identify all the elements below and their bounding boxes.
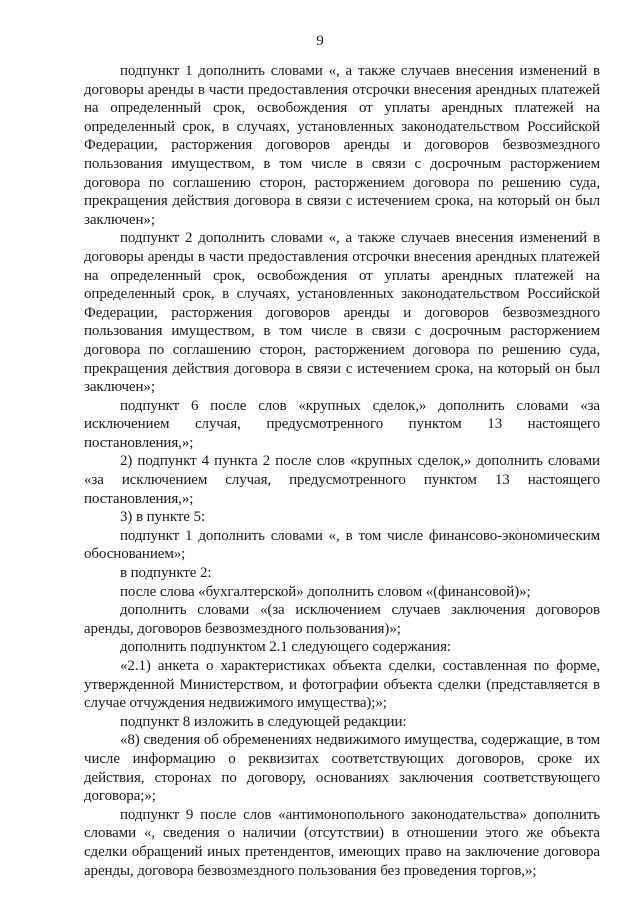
paragraph: «8) сведения об обременениях недвижимого имущества, содержащие, в том числе информацию о реквизитах соответствующих договоров, сроке их действия, сторонах по договору, основаниях заключения соответствующего договора;»; (84, 732, 600, 805)
paragraph: 3) в пункте 5: (120, 509, 205, 526)
document-body (84, 62, 600, 880)
paragraph: дополнить подпунктом 2.1 следующего содержания: (120, 639, 451, 656)
paragraph: подпункт 1 дополнить словами «, в том числе финансово-экономическим обоснованием»; (84, 527, 600, 563)
paragraph: «2.1) анкета о характеристиках объекта сделки, составленная по форме, утвержденной Министерством, и фотографии объекта сделки (представляется в случае отчуждения недвижимого имущества);»; (84, 658, 600, 712)
paragraph: в подпункте 2: (120, 565, 212, 582)
paragraph: подпункт 9 после слов «антимонопольного законодательства» дополнить словами «, сведения о наличии (отсутствии) в отношении этого же объекта сделки обращений иных претендентов, имеющих право на заключение договора аренды, договора безвозмездного пользования без проведения торгов,»; (84, 806, 600, 879)
paragraph: подпункт 6 после слов «крупных сделок,» дополнить словами «за исключением случая, предусмотренного пунктом 13 настоящего постановления,»; (84, 397, 600, 451)
paragraph: 2) подпункт 4 пункта 2 после слов «крупных сделок,» дополнить словами «за исключением случая, предусмотренного пунктом 13 настоящего постановления,»; (84, 453, 600, 507)
paragraph: подпункт 1 дополнить словами «, а также случаев внесения изменений в договоры аренды в части предоставления отсрочки внесения арендных платежей на определенный срок, освобождения от уплаты арендных платежей на определенный срок, в случаях, установленных законодательством Российской Федерации, расторжения договоров аренды и договоров безвозмездного пользования имуществом, в том числе в связи с досрочным расторжением договора по соглашению сторон, расторжением договора по решению суда, прекращения действия договора в связи с истечением срока, на который он был заключен»; (84, 63, 600, 228)
paragraph: подпункт 8 изложить в следующей редакции: (120, 713, 407, 730)
paragraph: дополнить словами «(за исключением случаев заключения договоров аренды, договоров безвозмездного пользования)»; (84, 602, 600, 637)
page-number: 9 (316, 33, 324, 49)
paragraph: подпункт 2 дополнить словами «, а также случаев внесения изменений в договоры аренды в части предоставления отсрочки внесения арендных платежей на определенный срок, освобождения от уплаты арендных платежей на определенный срок, в случаях, установленных законодательством Российской Федерации, расторжения договоров аренды и договоров безвозмездного пользования имуществом, в том числе в связи с досрочным расторжением договора по соглашению сторон, расторжением договора по решению суда, прекращения действия договора в связи с истечением срока, на который он был заключен»; (84, 230, 600, 396)
paragraph: после слова «бухгалтерской» дополнить словом «(финансовой)»; (120, 583, 531, 600)
